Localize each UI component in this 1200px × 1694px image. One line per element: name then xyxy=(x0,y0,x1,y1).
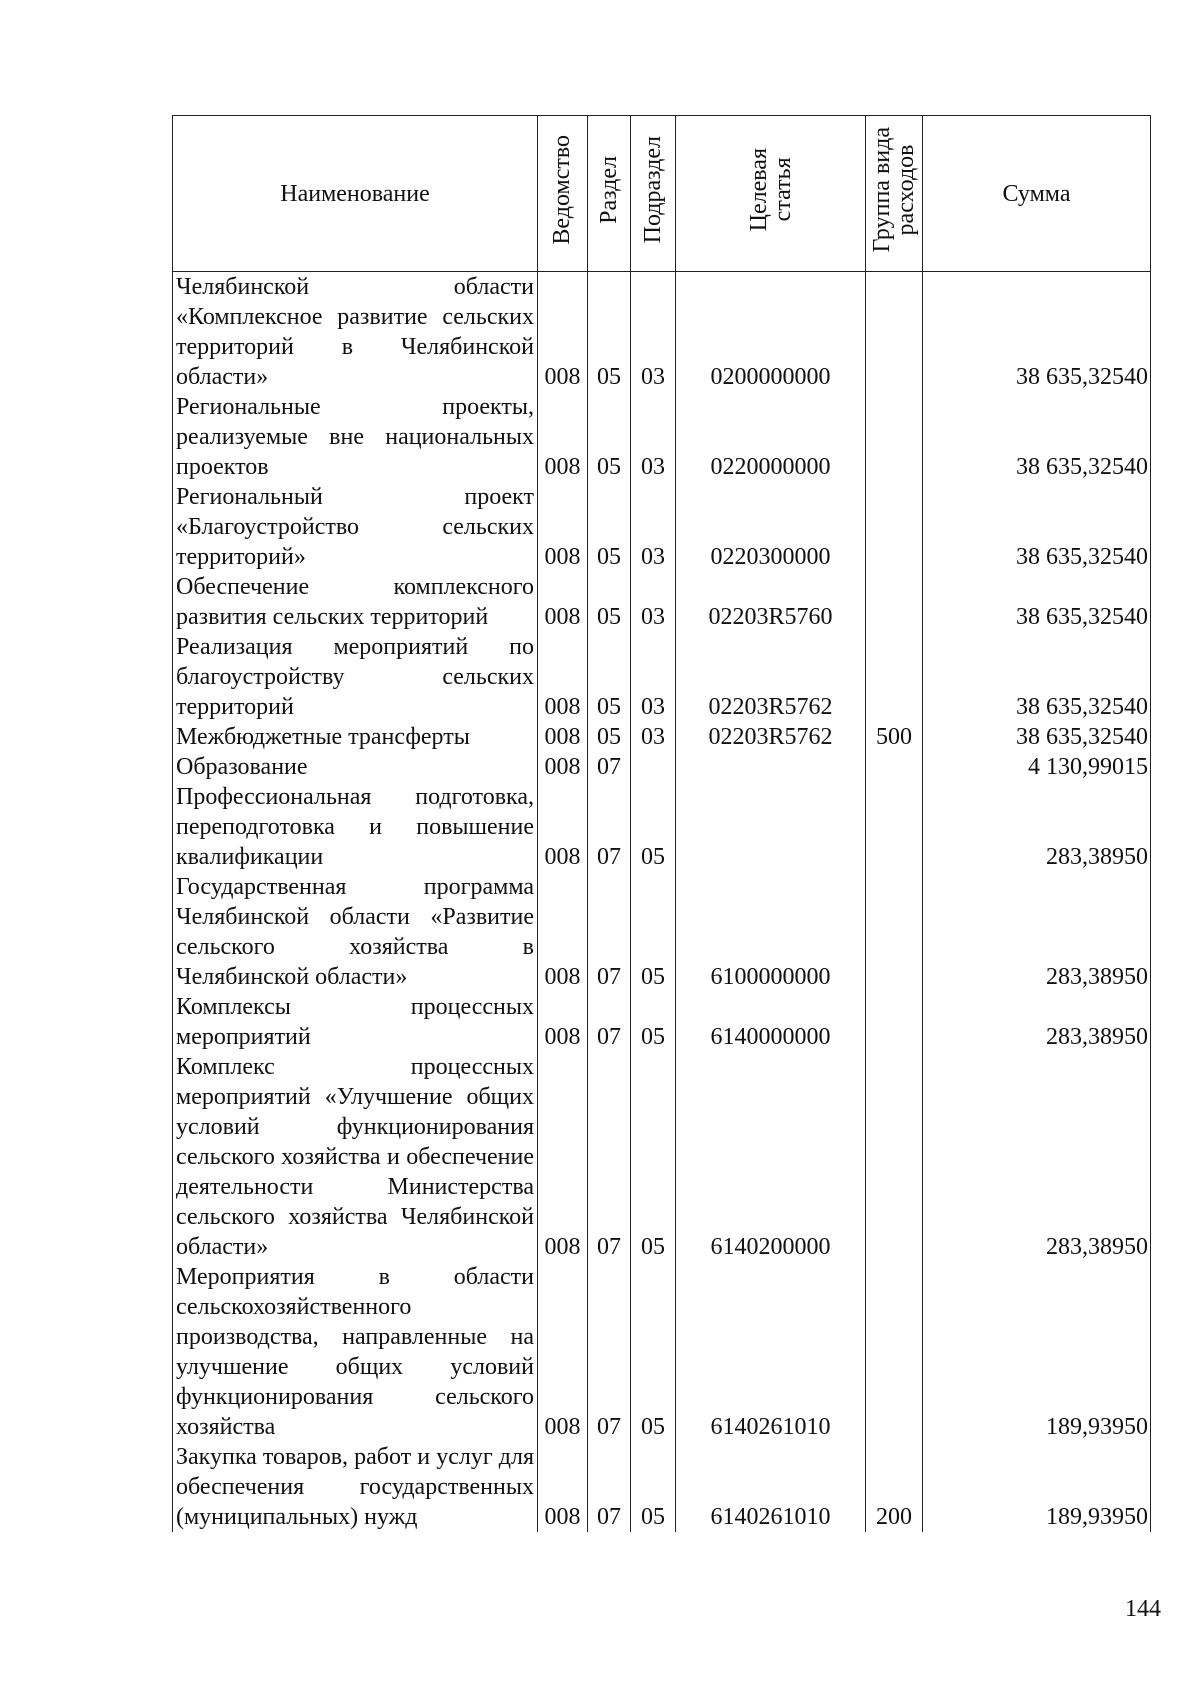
row-razdel-cell: 07 xyxy=(588,752,631,782)
row-summa-cell: 189,93950 xyxy=(923,1262,1151,1442)
table-row xyxy=(173,572,1151,632)
row-podrazdel-cell: 03 xyxy=(631,632,676,722)
row-summa-cell: 38 635,32540 xyxy=(923,392,1151,482)
row-podrazdel-cell: 05 xyxy=(631,1442,676,1532)
row-vedomstvo-cell: 008 xyxy=(538,752,588,782)
row-gruppa-cell xyxy=(866,872,923,992)
row-summa-cell: 283,38950 xyxy=(923,782,1151,872)
table-row xyxy=(173,782,1151,872)
row-name-cell: Региональный проект «Благоустройство сельских территорий» xyxy=(173,482,538,572)
row-vedomstvo-cell: 008 xyxy=(538,872,588,992)
row-celevaya-cell: 6100000000 xyxy=(676,872,866,992)
row-name-cell: Государственная программа Челябинской области «Развитие сельского хозяйства в Челябинской области» xyxy=(173,872,538,992)
row-razdel-cell: 05 xyxy=(588,272,631,393)
row-podrazdel-cell: 03 xyxy=(631,572,676,632)
table-row xyxy=(173,722,1151,752)
header-podrazdel: Подраздел xyxy=(631,116,676,272)
row-gruppa-cell xyxy=(866,992,923,1052)
row-podrazdel-cell: 03 xyxy=(631,482,676,572)
row-summa-cell: 38 635,32540 xyxy=(923,722,1151,752)
row-razdel-cell: 07 xyxy=(588,782,631,872)
row-celevaya-cell: 02203R5762 xyxy=(676,632,866,722)
row-razdel-cell: 07 xyxy=(588,1052,631,1262)
table-row xyxy=(173,1262,1151,1442)
row-vedomstvo-cell: 008 xyxy=(538,272,588,393)
row-name-cell: Закупка товаров, работ и услуг для обеспечения государственных (муниципальных) нужд xyxy=(173,1442,538,1532)
row-name-cell: Обеспечение комплексного развития сельских территорий xyxy=(173,572,538,632)
row-gruppa-cell xyxy=(866,392,923,482)
row-vedomstvo-cell: 008 xyxy=(538,1442,588,1532)
row-summa-cell: 283,38950 xyxy=(923,1052,1151,1262)
row-razdel-cell: 07 xyxy=(588,1442,631,1532)
row-razdel-cell: 05 xyxy=(588,572,631,632)
row-name-cell: Реализация мероприятий по благоустройству сельских территорий xyxy=(173,632,538,722)
row-podrazdel-cell: 05 xyxy=(631,992,676,1052)
row-vedomstvo-cell: 008 xyxy=(538,782,588,872)
row-name-cell: Межбюджетные трансферты xyxy=(173,722,538,752)
row-celevaya-cell: 02203R5760 xyxy=(676,572,866,632)
row-vedomstvo-cell: 008 xyxy=(538,392,588,482)
row-summa-cell: 4 130,99015 xyxy=(923,752,1151,782)
row-gruppa-cell xyxy=(866,482,923,572)
row-razdel-cell: 05 xyxy=(588,392,631,482)
row-gruppa-cell xyxy=(866,632,923,722)
row-celevaya-cell: 02203R5762 xyxy=(676,722,866,752)
row-summa-cell: 283,38950 xyxy=(923,872,1151,992)
row-vedomstvo-cell: 008 xyxy=(538,992,588,1052)
row-name-cell: Комплекс процессных мероприятий «Улучшение общих условий функционирования сельского хозяйства и обеспечение деятельности Министерства сельского хозяйства Челябинской области» xyxy=(173,1052,538,1262)
header-celevaya-statya: Целевая статья xyxy=(676,116,866,272)
row-vedomstvo-cell: 008 xyxy=(538,722,588,752)
row-gruppa-cell: 200 xyxy=(866,1442,923,1532)
row-gruppa-cell xyxy=(866,1262,923,1442)
row-razdel-cell: 05 xyxy=(588,722,631,752)
row-razdel-cell: 07 xyxy=(588,1262,631,1442)
table-row xyxy=(173,482,1151,572)
row-razdel-cell: 07 xyxy=(588,992,631,1052)
row-name-cell: Образование xyxy=(173,752,538,782)
row-celevaya-cell: 0220300000 xyxy=(676,482,866,572)
row-vedomstvo-cell: 008 xyxy=(538,1262,588,1442)
row-name-cell: Региональные проекты, реализуемые вне национальных проектов xyxy=(173,392,538,482)
row-podrazdel-cell: 03 xyxy=(631,392,676,482)
row-razdel-cell: 05 xyxy=(588,632,631,722)
row-gruppa-cell xyxy=(866,272,923,393)
row-celevaya-cell: 0200000000 xyxy=(676,272,866,393)
header-summa: Сумма xyxy=(923,116,1151,272)
header-vedomstvo: Ведомство xyxy=(538,116,588,272)
row-gruppa-cell xyxy=(866,782,923,872)
row-razdel-cell: 07 xyxy=(588,872,631,992)
row-celevaya-cell: 0220000000 xyxy=(676,392,866,482)
budget-table xyxy=(172,115,1151,1532)
row-name-cell: Профессиональная подготовка, переподготовка и повышение квалификации xyxy=(173,782,538,872)
row-summa-cell: 283,38950 xyxy=(923,992,1151,1052)
row-vedomstvo-cell: 008 xyxy=(538,632,588,722)
row-name-cell: Челябинской области «Комплексное развитие сельских территорий в Челябинской области» xyxy=(173,272,538,393)
row-gruppa-cell xyxy=(866,752,923,782)
table-row xyxy=(173,992,1151,1052)
table-row xyxy=(173,1442,1151,1532)
budget-table-sheet xyxy=(172,115,1150,1532)
row-name-cell: Комплексы процессных мероприятий xyxy=(173,992,538,1052)
row-summa-cell: 38 635,32540 xyxy=(923,632,1151,722)
row-celevaya-cell xyxy=(676,782,866,872)
row-podrazdel-cell: 05 xyxy=(631,1052,676,1262)
table-row xyxy=(173,272,1151,393)
table-row xyxy=(173,632,1151,722)
row-podrazdel-cell: 03 xyxy=(631,722,676,752)
row-name-cell: Мероприятия в области сельскохозяйственного производства, направленные на улучшение общих условий функционирования сельского хозяйства xyxy=(173,1262,538,1442)
row-gruppa-cell xyxy=(866,572,923,632)
table-row xyxy=(173,1052,1151,1262)
row-gruppa-cell: 500 xyxy=(866,722,923,752)
table-body xyxy=(173,272,1151,1533)
header-razdel: Раздел xyxy=(588,116,631,272)
page-number: 144 xyxy=(1125,1596,1161,1622)
row-summa-cell: 38 635,32540 xyxy=(923,482,1151,572)
row-vedomstvo-cell: 008 xyxy=(538,482,588,572)
row-podrazdel-cell: 05 xyxy=(631,872,676,992)
row-celevaya-cell: 6140200000 xyxy=(676,1052,866,1262)
row-podrazdel-cell xyxy=(631,752,676,782)
table-header xyxy=(173,116,1151,272)
row-podrazdel-cell: 05 xyxy=(631,782,676,872)
row-summa-cell: 189,93950 xyxy=(923,1442,1151,1532)
row-summa-cell: 38 635,32540 xyxy=(923,572,1151,632)
row-podrazdel-cell: 05 xyxy=(631,1262,676,1442)
table-row xyxy=(173,752,1151,782)
row-summa-cell: 38 635,32540 xyxy=(923,272,1151,393)
row-celevaya-cell xyxy=(676,752,866,782)
row-podrazdel-cell: 03 xyxy=(631,272,676,393)
row-celevaya-cell: 6140261010 xyxy=(676,1262,866,1442)
header-gruppa-vida-raskhodov: Группа вида расходов xyxy=(866,116,923,272)
header-name: Наименование xyxy=(173,116,538,272)
row-vedomstvo-cell: 008 xyxy=(538,572,588,632)
row-celevaya-cell: 6140000000 xyxy=(676,992,866,1052)
table-row xyxy=(173,392,1151,482)
table-row xyxy=(173,872,1151,992)
row-razdel-cell: 05 xyxy=(588,482,631,572)
row-gruppa-cell xyxy=(866,1052,923,1262)
row-vedomstvo-cell: 008 xyxy=(538,1052,588,1262)
row-celevaya-cell: 6140261010 xyxy=(676,1442,866,1532)
